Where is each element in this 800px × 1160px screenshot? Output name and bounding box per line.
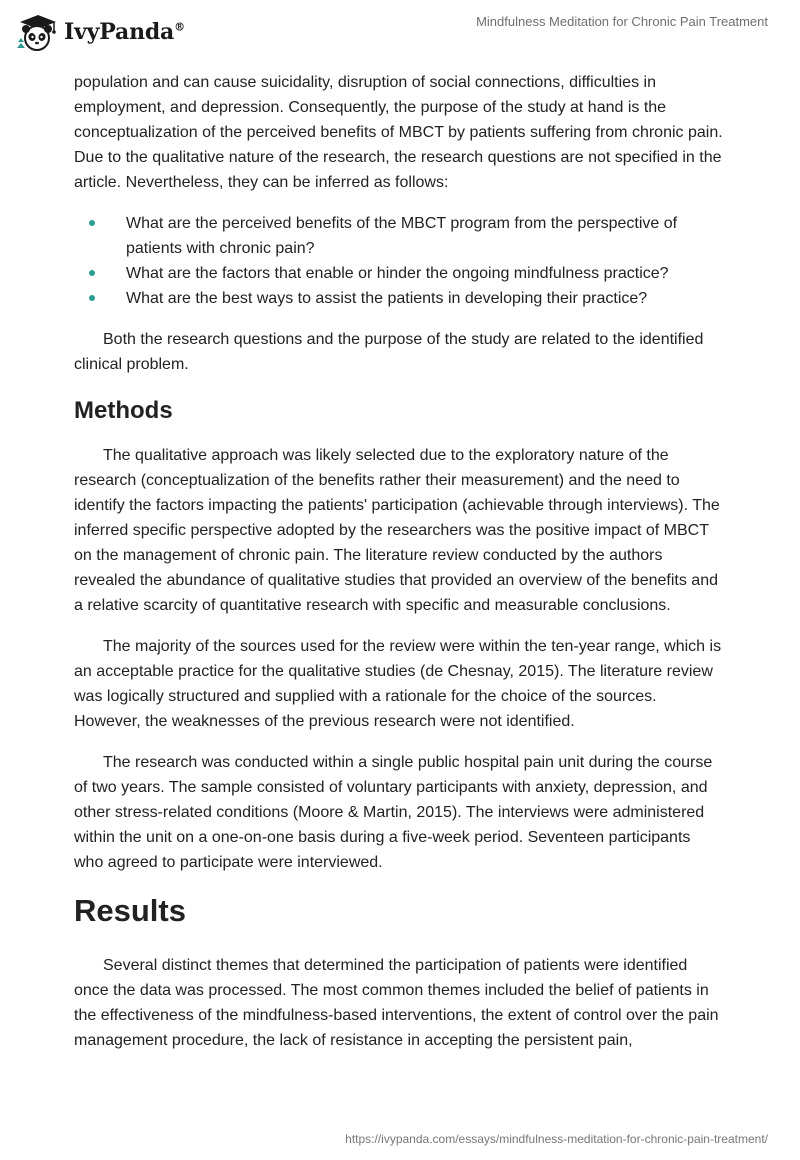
research-questions-list	[74, 211, 724, 311]
panda-graduation-cap-icon	[14, 12, 58, 52]
list-item: What are the best ways to assist the patients in developing their practice?	[74, 286, 724, 311]
bullet-dot-icon	[89, 295, 95, 301]
methods-paragraph-1: The qualitative approach was likely selected due to the exploratory nature of the research (conceptualization of the benefits rather their measurement) and the need to identify the factors impacting the patients' participation (achievable through interviews). The inferred specific perspective adopted by the researchers was the positive impact of MBCT on the management of chronic pain. The literature review conducted by the authors revealed the abundance of qualitative studies that provided an overview of the benefits and a relative scarcity of quantitative research with specific and measurable conclusions.	[74, 447, 720, 614]
methods-paragraph-3: The research was conducted within a single public hospital pain unit during the course of two years. The sample consisted of voluntary participants with anxiety, depression, and other stress-related conditions (Moore & Martin, 2015). The interviews were administered within the unit on a one-on-one basis during a five-week period. Seventeen participants who agreed to participate were interviewed.	[74, 754, 713, 871]
registered-mark: ®	[174, 20, 185, 34]
methods-paragraph-2: The majority of the sources used for the review were within the ten-year range, which is an acceptable practice for the qualitative studies (de Chesnay, 2015). The literature review was logically structured and supplied with a rationale for the choice of the sources. However, the weaknesses of the previous research were not identified.	[74, 638, 722, 730]
logo-wordmark: IvyPanda®	[64, 19, 185, 45]
source-url[interactable]: https://ivypanda.com/essays/mindfulness-meditation-for-chronic-pain-treatment/	[345, 1132, 768, 1146]
bullet-dot-icon	[89, 270, 95, 276]
ivypanda-logo[interactable]	[14, 10, 185, 54]
list-item: What are the perceived benefits of the MBCT program from the perspective of patients with chronic pain?	[74, 211, 724, 261]
methods-heading: Methods	[74, 397, 173, 424]
results-heading: Results	[74, 893, 186, 928]
running-title: Mindfulness Meditation for Chronic Pain Treatment	[476, 14, 768, 29]
bullet-dot-icon	[89, 220, 95, 226]
paragraph-intro: population and can cause suicidality, disruption of social connections, difficulties in employment, and depression. Consequently, the purpose of the study at hand is the conceptualization of the perceived benefits of MBCT by patients suffering from chronic pain. Due to the qualitative nature of the research, the research questions are not specified in the article. Nevertheless, they can be inferred as follows:	[74, 74, 723, 191]
page-header	[0, 0, 800, 60]
list-item: What are the factors that enable or hinder the ongoing mindfulness practice?	[74, 261, 724, 286]
paragraph-summary: Both the research questions and the purpose of the study are related to the identified clinical problem.	[74, 331, 704, 373]
results-paragraph-1: Several distinct themes that determined the participation of patients were identified once the data was processed. The most common themes included the belief of patients in the effectiveness of the mindfulness-based interventions, the extent of control over the pain management procedure, the lack of resistance in accepting the persistent pain,	[74, 957, 719, 1049]
essay-body	[74, 70, 724, 1069]
